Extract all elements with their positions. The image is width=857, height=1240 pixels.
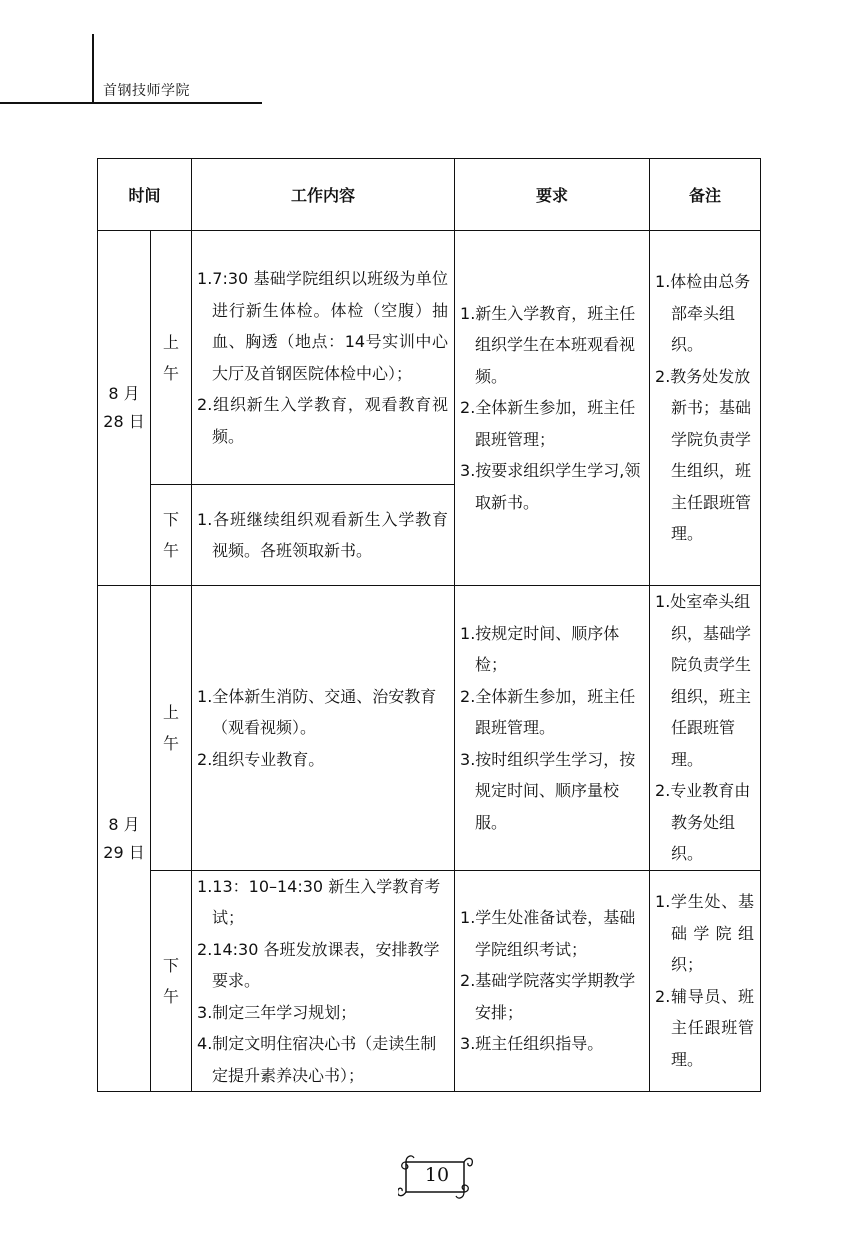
content-cell: 1.7:30 基础学院组织以班级为单位进行新生体检。体检（空腹）抽血、胸透（地点：14号实训中心大厅及首钢医院体检中心）； 2.组织新生入学教育，观看教育视频。 [192,231,455,485]
header-time: 时间 [98,159,192,231]
header-school-name: 首钢技师学院 [103,83,190,99]
morning-label: 上 午 [151,586,192,871]
date-cell-aug29: 8 月 29 日 [98,586,151,1092]
header-horizontal-rule [0,102,262,104]
afternoon-label: 下 午 [151,870,192,1092]
afternoon-label: 下 午 [151,485,192,586]
header-requirement: 要求 [455,159,650,231]
content-cell: 1.13：10–14:30 新生入学教育考试； 2.14:30 各班发放课表，安排教学要求。 3.制定三年学习规划； 4.制定文明住宿决心书（走读生制定提升素养决心书）； [192,870,455,1092]
header-vertical-rule [92,34,94,104]
date-cell-aug28: 8 月 28 日 [98,231,151,586]
morning-label: 上 午 [151,231,192,485]
note-cell: 1.体检由总务部牵头组织。 2.教务处发放新书；基础学院负责学生组织，班主任跟班管理。 [650,231,761,586]
requirement-cell: 1.新生入学教育，班主任组织学生在本班观看视频。 2.全体新生参加，班主任跟班管理； 3.按要求组织学生学习,领取新书。 [455,231,650,586]
content-cell: 1.全体新生消防、交通、治安教育（观看视频）。 2.组织专业教育。 [192,586,455,871]
table-row [98,586,761,871]
header-content: 工作内容 [192,159,455,231]
table-row [98,231,761,485]
schedule-table [97,158,761,1092]
requirement-cell: 1.按规定时间、顺序体检； 2.全体新生参加，班主任跟班管理。 3.按时组织学生学习，按规定时间、顺序量校服。 [455,586,650,871]
note-cell: 1.处室牵头组织，基础学院负责学生组织，班主任跟班管理。 2.专业教育由教务处组织。 [650,586,761,871]
table-row [98,870,761,1092]
content-cell: 1.各班继续组织观看新生入学教育视频。各班领取新书。 [192,485,455,586]
table-header-row [98,159,761,231]
page-number: 10 [424,1164,450,1186]
note-cell: 1.学生处、基础学院组织； 2.辅导员、班主任跟班管理。 [650,870,761,1092]
requirement-cell: 1.学生处准备试卷，基础学院组织考试； 2.基础学院落实学期教学安排； 3.班主任组织指导。 [455,870,650,1092]
header-note: 备注 [650,159,761,231]
